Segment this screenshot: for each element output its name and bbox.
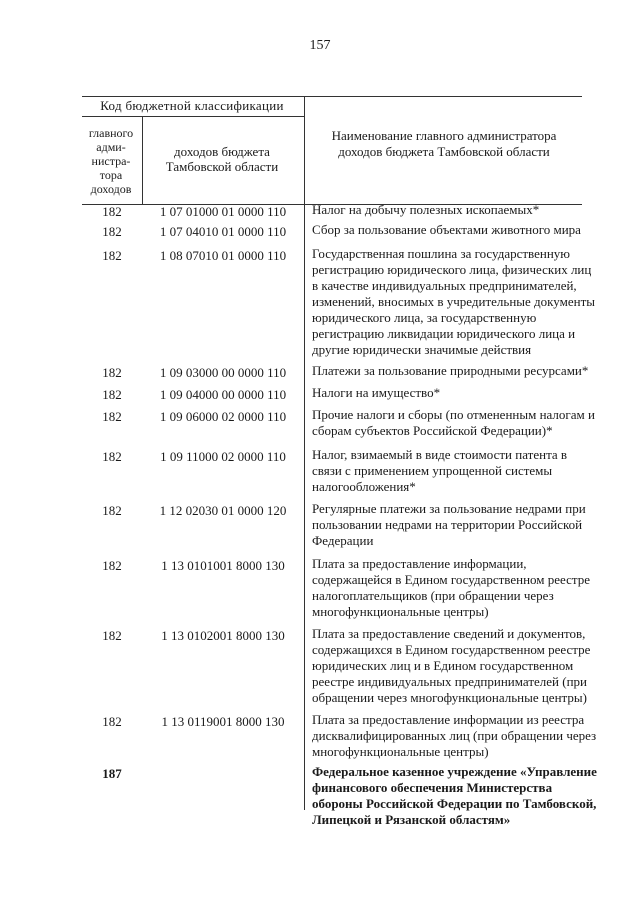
income-code: 1 13 0101001 8000 130 bbox=[161, 558, 285, 573]
table-row bbox=[82, 624, 622, 710]
income-code: 1 07 01000 01 0000 110 bbox=[159, 204, 287, 219]
row-name: Сбор за пользование объектами животного мира bbox=[312, 222, 581, 237]
row-name: Плата за предоставление сведений и документов, содержащихся в Едином государственном реестре юридических лиц и в Едином государственном реестре индивидуальных предпринимателей (при обращении через многофункциональные центры) bbox=[312, 626, 591, 705]
row-name: Налоги на имущество* bbox=[312, 385, 441, 400]
income-code: 1 08 07010 01 0000 110 bbox=[159, 248, 287, 263]
table-row bbox=[82, 200, 622, 220]
income-code: 1 13 0102001 8000 130 bbox=[161, 628, 285, 643]
admin-code: 182 bbox=[102, 503, 122, 518]
admin-code: 182 bbox=[102, 204, 122, 219]
header-divider-2 bbox=[304, 96, 305, 204]
table-row bbox=[82, 554, 622, 624]
table-row bbox=[82, 710, 622, 762]
table-row bbox=[82, 499, 622, 554]
admin-code: 182 bbox=[102, 224, 122, 239]
row-name: Платежи за пользование природными ресурсами* bbox=[312, 363, 589, 378]
admin-code: 182 bbox=[102, 387, 122, 402]
table-row bbox=[82, 383, 622, 405]
income-code: 1 07 04010 01 0000 110 bbox=[159, 224, 287, 239]
admin-code: 182 bbox=[102, 409, 122, 424]
admin-code: 182 bbox=[102, 714, 122, 729]
group-title-underline bbox=[82, 116, 304, 117]
header-col-income: доходов бюджета Тамбовской области bbox=[165, 144, 279, 174]
table-body bbox=[82, 200, 622, 832]
header-divider-1 bbox=[142, 116, 143, 204]
table-row-admin-heading bbox=[82, 762, 622, 832]
header-col-admin: главного адми- нистра- тора доходов bbox=[88, 126, 134, 196]
row-name: Налог, взимаемый в виде стоимости патента в связи с применением упрощенной системы налогообложения* bbox=[312, 447, 568, 494]
table-row bbox=[82, 220, 622, 244]
income-code: 1 09 03000 00 0000 110 bbox=[159, 365, 287, 380]
admin-code: 182 bbox=[102, 248, 122, 263]
row-name: Плата за предоставление информации из реестра дисквалифицированных лиц (при обращении через многофункциональные центры) bbox=[312, 712, 597, 759]
income-code: 1 13 0119001 8000 130 bbox=[161, 714, 285, 729]
table-row bbox=[82, 445, 622, 499]
header-col-name: Наименование главного администратора доходов бюджета Тамбовской области bbox=[331, 128, 557, 159]
income-code: 1 09 04000 00 0000 110 bbox=[159, 387, 287, 402]
admin-code: 182 bbox=[102, 628, 122, 643]
admin-code: 182 bbox=[102, 558, 122, 573]
row-name: Налог на добычу полезных ископаемых* bbox=[312, 202, 540, 217]
income-code: 1 09 11000 02 0000 110 bbox=[160, 449, 286, 464]
admin-code: 182 bbox=[102, 449, 122, 464]
row-name: Регулярные платежи за пользование недрами при пользовании недрами на территории Российской Федерации bbox=[312, 501, 586, 548]
row-name: Прочие налоги и сборы (по отмененным налогам и сборам субъектов Российской Федерации)* bbox=[312, 407, 595, 438]
header-top-border bbox=[82, 96, 582, 97]
table-header bbox=[82, 96, 582, 206]
row-name: Федеральное казенное учреждение «Управление финансового обеспечения Министерства обороны Российской Федерации по Тамбовской, Липецкой и Рязанской областям» bbox=[312, 764, 597, 827]
table-row bbox=[82, 405, 622, 445]
header-group-title: Код бюджетной классификации bbox=[100, 98, 284, 113]
admin-code: 187 bbox=[102, 766, 122, 781]
table-row bbox=[82, 244, 622, 361]
table-row bbox=[82, 361, 622, 383]
row-name: Государственная пошлина за государственную регистрацию юридического лица, физических лиц в качестве индивидуальных предпринимателей, изменений, вносимых в учредительные документы юридического лица, за государственную регистрацию ликвидации юридического лица и другие юридически значимые действия bbox=[312, 246, 595, 357]
row-name: Плата за предоставление информации, содержащейся в Едином государственном реестре налогоплательщиков (при обращении через многофункциональные центры) bbox=[312, 556, 591, 619]
income-code: 1 09 06000 02 0000 110 bbox=[159, 409, 287, 424]
admin-code: 182 bbox=[102, 365, 122, 380]
page-number: 157 bbox=[309, 38, 331, 53]
income-code: 1 12 02030 01 0000 120 bbox=[159, 503, 287, 518]
income-code bbox=[142, 762, 304, 832]
